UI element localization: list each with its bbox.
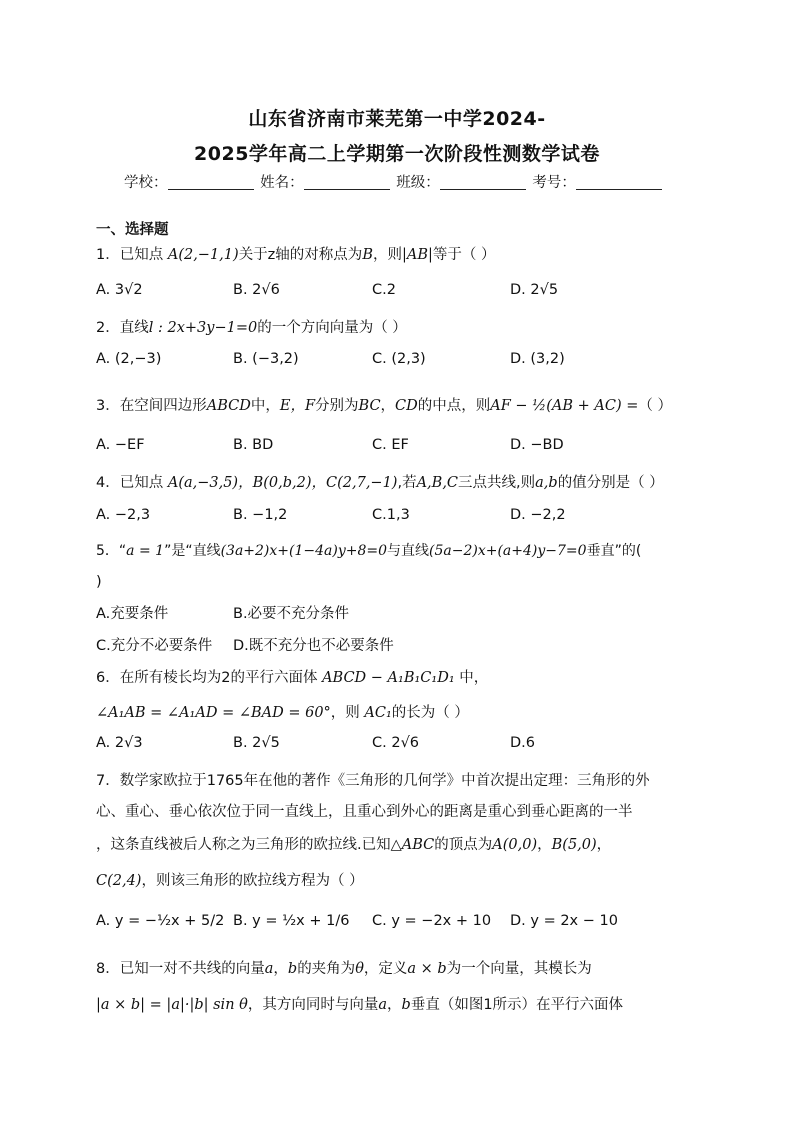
exam-title-line1: 山东省济南市莱芜第一中学2024- — [248, 108, 546, 130]
q3-option-d[interactable]: D. −BD — [510, 437, 564, 453]
q2-option-c[interactable]: C. (2,3) — [372, 351, 426, 367]
question-2-stem: 2．直线l : 2x+3y−1=0的一个方向向量为（ ） — [96, 320, 407, 336]
question-7-line4: C(2,4)，则该三角形的欧拉线方程为（ ） — [96, 873, 364, 889]
q1-option-c[interactable]: C.2 — [372, 282, 396, 298]
question-1-stem: 1．已知点 A(2,−1,1)关于z轴的对称点为B，则|AB|等于（ ） — [96, 247, 496, 263]
question-6-stem: 6．在所有棱长均为2的平行六面体 ABCD − A₁B₁C₁D₁ 中， — [96, 670, 489, 686]
question-7-line2: 心、重心、垂心依次位于同一直线上，且重心到外心的距离是重心到垂心距离的一半 — [96, 804, 633, 820]
question-7-line1: 7．数学家欧拉于1765年在他的著作《三角形的几何学》中首次提出定理：三角形的外 — [96, 773, 650, 789]
q2-option-a[interactable]: A. (2,−3) — [96, 351, 162, 367]
question-7-line3: ，这条直线被后人称之为三角形的欧拉线.已知△ABC的顶点为A(0,0)，B(5,0)， — [96, 837, 612, 853]
q4-option-a[interactable]: A. −2,3 — [96, 507, 151, 523]
q4-option-b[interactable]: B. −1,2 — [233, 507, 288, 523]
section-title: 一、选择题 — [96, 222, 169, 238]
q2-option-b[interactable]: B. (−3,2) — [233, 351, 299, 367]
name-label: 姓名： — [260, 175, 304, 191]
q4-option-d[interactable]: D. −2,2 — [510, 507, 566, 523]
q6-option-a[interactable]: A. 2√3 — [96, 735, 143, 751]
q6-option-b[interactable]: B. 2√5 — [233, 735, 280, 751]
exam-number-blank[interactable] — [576, 175, 662, 190]
question-8-line2: |a × b| = |a|·|b| sin θ，其方向同时与向量a，b垂直（如图1所示）在平行六面体 — [96, 997, 624, 1013]
q4-option-c[interactable]: C.1,3 — [372, 507, 410, 523]
school-label: 学校： — [124, 175, 168, 191]
class-label: 班级： — [396, 175, 440, 191]
q5-option-c[interactable]: C.充分不必要条件 — [96, 638, 213, 654]
q7-option-b[interactable]: B. y = ½x + 1/6 — [233, 913, 350, 929]
q3-option-b[interactable]: B. BD — [233, 437, 274, 453]
q2-option-d[interactable]: D. (3,2) — [510, 351, 565, 367]
exam-title-line2: 2025学年高二上学期第一次阶段性测数学试卷 — [194, 143, 600, 165]
q5-option-a[interactable]: A.充要条件 — [96, 606, 169, 622]
question-6-stem-line2: ∠A₁AB = ∠A₁AD = ∠BAD = 60°，则 AC₁的长为（ ） — [96, 705, 469, 721]
q1-option-b[interactable]: B. 2√6 — [233, 282, 280, 298]
q3-option-c[interactable]: C. EF — [372, 437, 409, 453]
q3-option-a[interactable]: A. −EF — [96, 437, 145, 453]
q5-option-d[interactable]: D.既不充分也不必要条件 — [233, 638, 394, 654]
q1-option-a[interactable]: A. 3√2 — [96, 282, 143, 298]
class-blank[interactable] — [440, 175, 526, 190]
question-5-stem-cont: ) — [96, 574, 102, 590]
question-8-line1: 8．已知一对不共线的向量a，b的夹角为θ，定义a × b为一个向量，其模长为 — [96, 961, 592, 977]
q7-option-c[interactable]: C. y = −2x + 10 — [372, 913, 492, 929]
question-3-stem: 3．在空间四边形ABCD中，E，F分别为BC，CD的中点，则AF − ½(AB + AC) =（ ） — [96, 398, 672, 414]
student-info-row — [124, 171, 664, 192]
q5-option-b[interactable]: B.必要不充分条件 — [233, 606, 350, 622]
q6-option-c[interactable]: C. 2√6 — [372, 735, 420, 751]
exam-number-label: 考号： — [532, 175, 576, 191]
q7-option-a[interactable]: A. y = −½x + 5/2 — [96, 913, 225, 929]
school-blank[interactable] — [168, 175, 254, 190]
q7-option-d[interactable]: D. y = 2x − 10 — [510, 913, 618, 929]
question-4-stem: 4．已知点 A(a,−3,5)，B(0,b,2)，C(2,7,−1),若A,B,C三点共线,则a,b的值分别是（ ） — [96, 475, 664, 491]
q6-option-d[interactable]: D.6 — [510, 735, 535, 751]
name-blank[interactable] — [304, 175, 390, 190]
question-5-stem: 5．“a = 1”是“直线(3a+2)x+(1−4a)y+8=0与直线(5a−2)x+(a+4)y−7=0垂直”的( — [96, 543, 642, 559]
q1-option-d[interactable]: D. 2√5 — [510, 282, 559, 298]
